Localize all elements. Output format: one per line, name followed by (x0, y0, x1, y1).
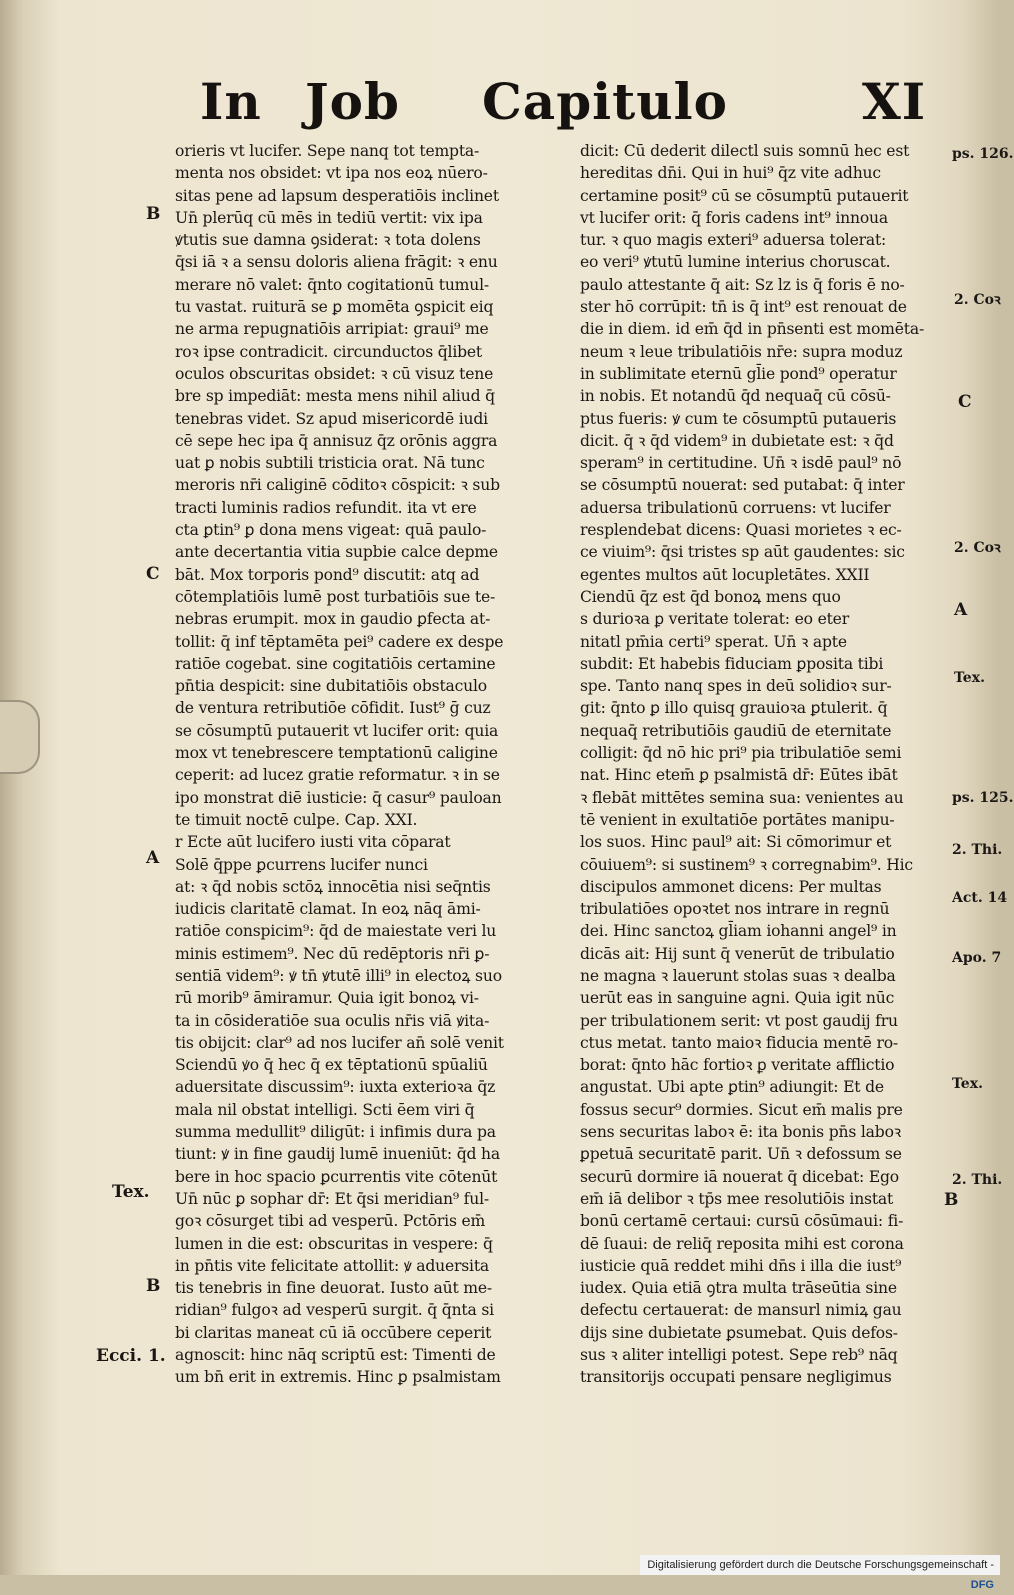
text-line: bre sp impediāt: mesta mens nihil aliud q̄ (175, 387, 495, 406)
text-line: cē sepe hec ipa q̄ annisuz q̄z orōnis aggra (175, 431, 498, 450)
text-line: tu vastat. ruiturā se ꝑ momēta ꝯspicit eiq (175, 298, 494, 317)
text-line: ctus metat. tanto maioꝛ fiducia mentē ro- (580, 1033, 898, 1052)
text-line: bāt. Mox torporis pond⁹ discutit: atq ad (175, 565, 480, 584)
margin-note-left: B (146, 1276, 161, 1296)
text-line: q̄si iā ꝛ a sensu doloris aliena frāgit: ꝛ enu (175, 253, 498, 272)
text-line: nitatl pm̄ia certi⁹ sperat. Un̄ ꝛ apte (580, 632, 847, 651)
margin-note-right: A (954, 600, 968, 620)
left-text-column (175, 140, 550, 1389)
margin-note-left: A (146, 848, 160, 868)
text-line: spe. Tanto nanq spes in deū solidioꝛ sur- (580, 677, 892, 696)
footer-text: Digitalisierung gefördert durch die Deutsche Forschungsgemeinschaft - (647, 1559, 994, 1571)
text-line: tribulatiōes opoꝛtet nos intrare in regnū (580, 900, 890, 919)
text-line: vt lucifer orit: q̄ foris cadens int⁹ innoua (580, 208, 888, 227)
text-line: transitorijs occupati pensare negligimus (580, 1368, 892, 1387)
text-line: in nobis. Et notandū q̄d nequaq̄ cū cōsū- (580, 387, 891, 406)
text-line: sentiā videm⁹: ꝟ tn̄ ꝟtutē illi⁹ in electoꝝ suo (175, 966, 502, 985)
text-line: menta nos obsidet: vt ipa nos eoꝝ nūero- (175, 164, 488, 183)
margin-note-right: Tex. (954, 670, 985, 686)
margin-note-right: ps. 125. (952, 790, 1014, 806)
text-line: iudex. Quia etiā ꝯtra multa trāseūtia sine (580, 1279, 897, 1298)
text-line: tollit: q̄ inf tēptamēta pei⁹ cadere ex despe (175, 632, 504, 651)
margin-note-right: 2. Coꝛ (954, 292, 1001, 308)
text-line: se cōsumptū putauerit vt lucifer orit: quia (175, 721, 499, 740)
text-line: lumen in die est: obscuritas in vespere: q̄ (175, 1234, 493, 1253)
text-line: egentes multos aūt locupletātes. XXII (580, 565, 870, 584)
text-line: bi claritas maneat cū iā occūbere ceperit (175, 1323, 492, 1342)
text-line: neum ꝛ leue tribulatiōis nr̄e: supra moduz (580, 342, 903, 361)
text-line: uat ꝑ nobis subtili tristicia orat. Nā tunc (175, 454, 485, 473)
margin-note-left: C (146, 564, 160, 584)
text-line: sens securitas laboꝛ ē: ita bonis pn̄s laboꝛ (580, 1123, 901, 1142)
margin-note-left: Ecci. 1. (96, 1346, 166, 1366)
text-line: dē ſuaui: de reliq̄ reposita mihi est corona (580, 1234, 904, 1253)
book-clasp (0, 700, 40, 774)
text-line: git: q̄nto ꝑ illo quisq grauioꝛa ꝑtulerit. q̄ (580, 699, 888, 718)
text-line: agnoscit: hinc nāq scriptū est: Timenti de (175, 1346, 496, 1365)
text-line: defectu certauerat: de mansurl nimiꝝ gau (580, 1301, 902, 1320)
text-line: tracti luminis radios refundit. ita vt ere (175, 498, 477, 517)
margin-note-right: C (958, 392, 972, 412)
text-line: cta ꝑtin⁹ ꝑ dona mens vigeat: quā paulo- (175, 521, 487, 540)
margin-note-right: 2. Thi. (952, 1172, 1003, 1188)
text-line: paulo attestante q̄ ait: Sz lz is q̄ foris ē no- (580, 275, 905, 294)
text-line: summa medullit⁹ diligūt: i infimis dura pa (175, 1123, 496, 1142)
text-line: oculos obscuritas obsidet: ꝛ cū visuz tene (175, 364, 494, 383)
text-line: ceperit: ad lucez gratie reformatur. ꝛ in se (175, 766, 500, 785)
text-line: em̄ iā delibor ꝛ tp̄s mee resolutiōis instat (580, 1189, 894, 1208)
text-line: meroris nr̄i caliginē cōditoꝛ cōspicit: ꝛ sub (175, 476, 500, 495)
text-line: los suos. Hinc paul⁹ ait: Si cōmorimur et (580, 833, 892, 852)
margin-note-right: ps. 126. (952, 146, 1014, 162)
digitization-footer (640, 1555, 1000, 1591)
text-line: in pn̄tis vite felicitate attollit: ꝟ aduersita (175, 1256, 489, 1275)
running-head-capitulo: Capitulo (482, 72, 728, 131)
text-line: goꝛ cōsurget tibi ad vesperū. Pctōris em̄ (175, 1212, 486, 1231)
text-line: cōuiuem⁹: si sustinem⁹ ꝛ corregnabim⁹. Hic (580, 855, 913, 874)
text-line: dicit. q̄ ꝛ q̄d videm⁹ in dubietate est: ꝛ q̄d (580, 431, 894, 450)
text-line: colligit: q̄d nō hic pri⁹ pia tribulatiōe semi (580, 744, 902, 763)
text-line: tiunt: ꝟ in fine gaudij lumē inueniūt: q̄d ha (175, 1145, 500, 1164)
text-line: ta in cōsideratiōe sua oculis nr̄is viā ꝟita- (175, 1011, 490, 1030)
text-line: resplendebat dicens: Quasi morietes ꝛ ec- (580, 521, 902, 540)
text-line: ꝑpetuā securitatē parit. Un̄ ꝛ defossum se (580, 1145, 902, 1164)
margin-note-right: Act. 14 (952, 890, 1008, 906)
text-line: ꝟtutis sue damna ꝯsiderat: ꝛ tota dolens (175, 231, 481, 250)
text-line: eo veri⁹ ꝟtutū lumine interius choruscat. (580, 253, 891, 272)
text-line: orieris vt lucifer. Sepe nanq tot tempta- (175, 142, 480, 160)
text-line: de ventura retributiōe cōfidit. Iust⁹ ḡ cuz (175, 699, 491, 718)
text-line: ptus fueris: ꝟ cum te cōsumptū putaueris (580, 409, 897, 428)
text-line: bere in hoc spacio ꝑcurrentis vite cōtenūt (175, 1167, 498, 1186)
text-line: nequaq̄ retributiōis gaudiū de eternitate (580, 721, 892, 740)
text-line: merare nō valet: q̄nto cogitationū tumul- (175, 275, 489, 294)
text-line: tis tenebris in fine deuorat. Iusto aūt me- (175, 1279, 492, 1298)
text-line: hereditas dn̄i. Qui in hui⁹ q̄z vite adhuc (580, 164, 881, 183)
text-line: s durioꝛa ꝑ veritate tolerat: eo eter (580, 610, 849, 629)
text-line: sitas pene ad lapsum desperatiōis inclinet (175, 186, 499, 205)
text-line: die in diem. id em̄ q̄d in pn̄senti est momēta- (580, 320, 925, 339)
text-line: speram⁹ in certitudine. Un̄ ꝛ isdē paul⁹ nō (580, 454, 902, 473)
text-line: Un̄ nūc ꝑ sophar dr̄: Et q̄si meridian⁹ ful- (175, 1189, 489, 1208)
text-line: certamine posit⁹ cū se cōsumptū putauerit (580, 186, 909, 205)
margin-note-left: Tex. (112, 1182, 150, 1202)
text-line: dicit: Cū dederit dilectl suis somnū hec est (580, 142, 910, 160)
text-line: roꝛ ipse contradicit. circunductos q̄libet (175, 342, 483, 361)
text-line: pn̄tia despicit: sine dubitatiōis obstaculo (175, 677, 487, 696)
margin-note-right: 2. Thi. (952, 842, 1003, 858)
text-line: ce viuim⁹: q̄si tristes sp aūt gaudentes: sic (580, 543, 905, 562)
text-line: nebras erumpit. mox in gaudio ꝑfecta at- (175, 610, 491, 629)
text-line: securū dormire iā nouerat q̄ dicebat: Ego (580, 1167, 899, 1186)
text-line: dicās ait: Hij sunt q̄ venerūt de tribulatio (580, 944, 895, 963)
text-line: angustat. Ubi apte ꝑtin⁹ adiungit: Et de (580, 1078, 884, 1097)
text-line: uerūt eas in sanguine agni. Quia igit nūc (580, 989, 895, 1008)
running-head-job: Job (305, 72, 400, 131)
text-line: Solē q̄ppe ꝑcurrens lucifer nunci (175, 855, 428, 874)
text-line: discipulos ammonet dicens: Per multas (580, 877, 882, 896)
text-line: dei. Hinc sanctoꝝ gl̄iam iohanni angel⁹ in (580, 922, 897, 941)
text-line: per tribulationem serit: vt post gaudij fru (580, 1011, 898, 1030)
text-line: minis estimem⁹. Nec dū redēptoris nr̄i ꝑ- (175, 944, 490, 963)
text-line: mala nil obstat intelligi. Scti ēem viri q̄ (175, 1100, 475, 1119)
text-line: in sublimitate eternū gl̄ie pond⁹ operatur (580, 364, 897, 383)
text-line: dijs sine dubietate ꝑsumebat. Quis defos- (580, 1323, 898, 1342)
text-line: ne magna ꝛ lauerunt stolas suas ꝛ dealba (580, 966, 896, 985)
margin-note-right: B (944, 1190, 959, 1210)
margin-note-right: Tex. (952, 1076, 983, 1092)
text-line: iudicis claritatē clamat. In eoꝝ nāq āmi- (175, 900, 481, 919)
text-line: borat: q̄nto hāc fortioꝛ ꝑ veritate afflictio (580, 1056, 895, 1075)
text-line: ratiōe conspicim⁹: q̄d de maiestate veri lu (175, 922, 497, 941)
text-line: aduersa tribulationū corruens: vt lucifer (580, 498, 891, 517)
text-line: ratiōe cogebat. sine cogitatiōis certamine (175, 654, 496, 673)
text-line: rū morib⁹ āmiramur. Quia igit bonoꝝ vi- (175, 989, 479, 1008)
text-line: ꝛ flebāt mittētes semina sua: venientes au (580, 788, 904, 807)
dfg-logo: DFG (970, 1579, 994, 1591)
text-line: bonū certamē certaui: cursū cōsūmaui: fi- (580, 1212, 904, 1231)
text-line: um bn̄ erit in extremis. Hinc ꝑ psalmistam (175, 1368, 501, 1387)
running-head-in: In (200, 72, 262, 131)
text-line: Ciendū q̄z est q̄d bonoꝝ mens quo (580, 587, 841, 606)
text-line: tenebras videt. Sz apud misericordē iudi (175, 409, 488, 428)
text-line: aduersitate discussim⁹: iuxta exterioꝛa q̄z (175, 1078, 496, 1097)
text-line: iusticie quā reddet mihi dn̄s i illa die iust⁹ (580, 1256, 902, 1275)
text-line: ante decertantia vitia supbie calce depme (175, 543, 498, 562)
margin-note-right: Apo. 7 (952, 950, 1002, 966)
text-line: cōtemplatiōis lumē post turbatiōis sue te- (175, 587, 496, 606)
text-line: tur. ꝛ quo magis exteri⁹ aduersa tolerat: (580, 231, 887, 250)
text-line: tis obijcit: clar⁹ ad nos lucifer an̄ solē venit (175, 1033, 504, 1052)
text-line: ne arma repugnatiōis arripiat: graui⁹ me (175, 320, 489, 339)
chapter-number: XI (862, 72, 927, 131)
text-line: se cōsumptū nouerat: sed putabat: q̄ inter (580, 476, 905, 495)
text-line: tē venient in exultatiōe portātes manipu- (580, 810, 895, 829)
text-line: Un̄ plerūq cū mēs in tediū vertit: vix ipa (175, 208, 483, 227)
text-line: mox vt tenebrescere temptationū caligine (175, 744, 498, 763)
text-line: te timuit noctē culpe. Cap. XXI. (175, 810, 418, 829)
text-line: nat. Hinc etem̄ ꝑ psalmistā dr̄: Eūtes ibāt (580, 766, 898, 785)
text-line: fossus secur⁹ dormies. Sicut em̄ malis pre (580, 1100, 903, 1119)
text-line: subdit: Et habebis fiduciam ꝑposita tibi (580, 654, 884, 673)
margin-note-left: B (146, 204, 161, 224)
right-text-column (580, 140, 950, 1389)
text-line: at: ꝛ q̄d nobis sctōꝝ innocētia nisi seq̄ntis (175, 877, 491, 896)
text-line: sus ꝛ aliter intelligi potest. Sepe reb⁹ nāq (580, 1346, 898, 1365)
text-line: Sciendū ꝟo q̄ hec q̄ ex tēptationū spūaliū (175, 1056, 488, 1075)
text-line: r Ecte aūt lucifero iusti vita cōparat (175, 833, 451, 852)
text-line: ridian⁹ fulgoꝛ ad vesperū surgit. q̄ q̄nta si (175, 1301, 494, 1320)
margin-note-right: 2. Coꝛ (954, 540, 1001, 556)
text-line: ipo monstrat diē iusticie: q̄ casur⁹ pauloan (175, 788, 502, 807)
text-line: ster hō corrūpit: tn̄ is q̄ int⁹ est renouat de (580, 298, 907, 317)
